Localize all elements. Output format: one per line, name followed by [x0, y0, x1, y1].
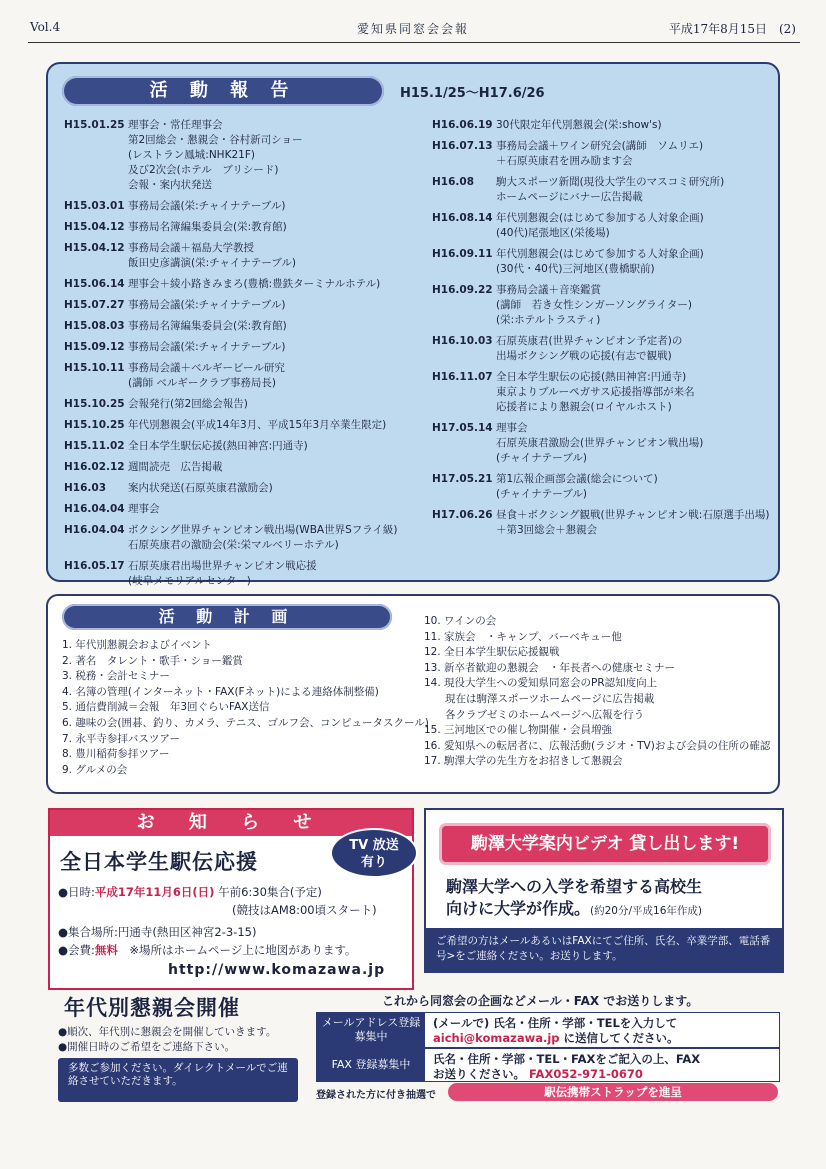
report-item-line: (岐阜メモリアルセンター) — [128, 575, 251, 587]
fax-line2: お送りください。 — [433, 1067, 525, 1081]
report-item-line: 30代限定年代別懇親会(栄:show's) — [496, 119, 662, 131]
video-description — [446, 876, 702, 922]
report-item-date: H16.07.13 — [432, 140, 493, 152]
notice-title: お 知 ら せ — [50, 810, 412, 836]
email-line2: に送信してください。 — [559, 1031, 679, 1045]
report-item-date: H16.08 — [432, 176, 474, 188]
issue-date: 平成17年8月15日 (2) — [668, 22, 796, 36]
registration-title: これから同窓会の企画などメール・FAX でお送りします。 — [382, 994, 699, 1008]
report-item-text — [128, 340, 285, 355]
report-item-line: 第2回総会・懇親会・谷村新司ショー — [128, 134, 303, 146]
report-item-date: H15.10.25 — [64, 398, 125, 410]
fax-registration-label: FAX 登録募集中 — [317, 1049, 425, 1081]
fee-note: ※場所はホームページ上に地図があります。 — [117, 943, 357, 957]
report-period: H15.1/25～H17.6/26 — [400, 86, 545, 101]
report-item-text — [128, 241, 296, 271]
report-item-date: H16.09.11 — [432, 248, 493, 260]
newsletter-title: 愛知県同窓会会報 — [356, 22, 469, 36]
report-item-text — [496, 247, 704, 277]
report-item-line: 石原英康君激励会(世界チャンピオン戦出場) — [496, 437, 704, 449]
report-item-text — [496, 175, 724, 205]
email-line1: (メールで) 氏名・住所・学部・TELを入力して — [433, 1016, 678, 1030]
report-item — [64, 118, 398, 193]
strap-gift-banner: 駅伝携帯ストラップを進呈 — [448, 1083, 778, 1101]
report-item — [432, 370, 769, 415]
tv-badge-line2: 有り — [360, 855, 387, 870]
report-item-line: 飯田史彦講演(栄:チャイナテーブル) — [128, 257, 296, 269]
report-item-date: H15.06.14 — [64, 278, 125, 290]
video-line1: 駒澤大学への入学を希望する高校生 — [446, 877, 703, 896]
report-item-text — [128, 439, 308, 454]
report-item — [432, 211, 769, 241]
report-item-text — [128, 502, 160, 517]
report-item-line: (栄:ホテルトラスティ) — [496, 314, 601, 326]
report-item — [432, 421, 769, 466]
report-item-line: 理事会 — [496, 422, 528, 434]
report-item — [64, 220, 398, 235]
report-item-date: H16.09.22 — [432, 284, 493, 296]
plan-item: 5. 通信費削減＝会報 年3回ぐらいFAX送信 — [62, 701, 270, 714]
report-item-text — [128, 523, 398, 553]
report-item-date: H16.04.04 — [64, 503, 125, 515]
report-item-text — [128, 220, 287, 235]
report-item — [432, 139, 769, 169]
report-item — [64, 277, 398, 292]
report-item-line: 事務局名簿編集委員会(栄:教育館) — [128, 320, 287, 332]
report-item-line: ボクシング世界チャンピオン戦出場(WBA世界Sフライ級) — [128, 524, 398, 536]
report-item-line: 事務局会議＋ベルギービール研究 — [128, 362, 285, 374]
report-item — [432, 118, 769, 133]
activity-plan-title: 活 動 計 画 — [62, 604, 392, 630]
report-item-line: (講師 若き女性シンガーソングライター) — [496, 299, 692, 311]
start-time: (競技はAM8:00頃スタート) — [232, 903, 377, 917]
lottery-note: 登録された方に付き抽選で — [316, 1090, 436, 1101]
age-group-party-box — [48, 992, 304, 1112]
plan-item: 3. 税務・会計セミナー — [62, 670, 170, 683]
report-item — [64, 241, 398, 271]
report-item-line: (チャイナテーブル) — [496, 452, 587, 464]
report-item-date: H16.06.19 — [432, 119, 493, 131]
plan-item: 9. グルメの会 — [62, 763, 128, 776]
report-item-text — [128, 481, 273, 496]
report-item-text — [128, 559, 317, 589]
fax-number: FAX052-971-0670 — [529, 1067, 643, 1081]
report-item-text — [128, 361, 285, 391]
report-item-line: 全日本学生駅伝応援(熱田神宮:円通寺) — [128, 440, 308, 452]
report-item-line: 駒大スポーツ新聞(現役大学生のマスコミ研究所) — [496, 176, 725, 188]
report-item-text — [128, 118, 302, 193]
report-item-date: H15.04.12 — [64, 242, 125, 254]
report-item-line: (講師 ベルギークラブ事務局長) — [128, 377, 277, 389]
plan-item: 6. 趣味の会(囲碁、釣り、カメラ、テニス、ゴルフ会、コンピュータスクール) — [62, 716, 429, 729]
email-address[interactable]: aichi@komazawa.jp — [433, 1031, 560, 1045]
fee-label: ●会費: — [58, 943, 95, 957]
report-item — [64, 559, 398, 589]
report-item — [64, 340, 398, 355]
report-list-left — [64, 118, 398, 595]
event-date — [58, 884, 322, 900]
report-item-date: H15.11.02 — [64, 440, 125, 452]
age-group-line1: ●順次、年代別に懇親会を開催していきます。 — [58, 1026, 277, 1038]
plan-item: 16. 愛知県への転居者に、広報活動(ラジオ・TV)および会員の住所の確認 — [424, 739, 771, 752]
report-item-line: 東京よりブルーペガサス応援指導部が来名 — [496, 386, 695, 398]
report-item — [64, 298, 398, 313]
fax-registration-text — [433, 1052, 700, 1082]
report-item — [432, 247, 769, 277]
report-item-line: 第1広報企画部会議(総会について) — [496, 473, 658, 485]
activity-report-section — [46, 62, 780, 587]
report-item-line: (レストラン鳳城:NHK21F) — [128, 149, 255, 161]
report-item-line: 案内状発送(石原英康君激励会) — [128, 482, 273, 494]
plan-item: 14. 現役大学生への愛知県同窓会のPR認知度向上 — [424, 677, 658, 690]
report-item-line: 会報・案内状発送 — [128, 179, 212, 191]
volume-number: Vol.4 — [30, 20, 61, 34]
report-item-line: ＋石原英康君を囲み励ます会 — [496, 155, 633, 167]
report-item — [432, 175, 769, 205]
report-item — [64, 523, 398, 553]
tv-badge-line1: TV 放送 — [349, 838, 399, 853]
video-title: 駒澤大学案内ビデオ 貸し出します! — [442, 826, 768, 862]
plan-item: 13. 新卒者歓迎の懇親会 ・年長者への健康セミナー — [424, 661, 676, 674]
report-item — [432, 472, 769, 502]
report-item-line: 石原英康君の激励会(栄:栄マルベリーホテル) — [128, 539, 339, 551]
report-item-line: 事務局会議(栄:チャイナテーブル) — [128, 341, 286, 353]
report-item — [64, 460, 398, 475]
report-item-line: 出場ボクシング戦の応援(有志で観戦) — [496, 350, 672, 362]
plan-item: 4. 名簿の管理(インターネット・FAX(Fネット)による連絡体制整備) — [62, 685, 379, 698]
report-item-line: 年代別懇親会(はじめて参加する人対象企画) — [496, 212, 704, 224]
fee-value: 無料 — [94, 943, 118, 957]
report-item-text — [128, 298, 285, 313]
report-item-date: H16.04.04 — [64, 524, 125, 536]
report-item-text — [128, 277, 380, 292]
header-rule — [28, 42, 800, 43]
video-line2: 向けに大学が作成。 — [446, 899, 591, 918]
meeting-place: ●集合場所:円通寺(熱田区神宮2-3-15) — [58, 925, 257, 939]
plan-item: 11. 家族会 ・キャンプ、バーベキュー他 — [424, 630, 622, 643]
video-note: (約20分/平成16年作成) — [590, 905, 702, 917]
report-item-line: 全日本学生駅伝の応援(熱田神宮:円通寺) — [496, 371, 687, 383]
report-item — [64, 361, 398, 391]
report-item-text — [496, 118, 662, 133]
report-item-line: 事務局会議(栄:チャイナテーブル) — [128, 299, 286, 311]
report-item — [64, 481, 398, 496]
report-item-text — [496, 370, 695, 415]
report-item-text — [496, 139, 703, 169]
age-group-line2: ●開催日時のご希望をご連絡下さい。 — [58, 1041, 236, 1053]
plan-item: 1. 年代別懇親会およびイベント — [62, 639, 212, 651]
plan-item: 10. ワインの会 — [424, 615, 497, 627]
fax-line1: 氏名・住所・学部・TEL・FAXをご記入の上、FAX — [433, 1052, 701, 1066]
report-item-date: H17.05.14 — [432, 422, 493, 434]
report-item-line: 理事会＋綾小路きみまろ(豊橋:豊鉄ターミナルホテル) — [128, 278, 381, 290]
report-item — [64, 439, 398, 454]
plan-item: 7. 永平寺参拝バスツアー — [62, 732, 181, 745]
date-rest: 午前6:30集合(予定) — [214, 885, 322, 899]
report-item-date: H15.09.12 — [64, 341, 125, 353]
report-item-date: H15.10.25 — [64, 419, 125, 431]
report-item-date: H15.08.03 — [64, 320, 125, 332]
report-item-date: H16.03 — [64, 482, 106, 494]
report-item-text — [496, 334, 682, 364]
report-item-date: H15.04.12 — [64, 221, 125, 233]
plan-list-left — [62, 638, 429, 778]
email-registration-text — [433, 1016, 679, 1046]
report-item-line: 石原英康君出場世界チャンピオン戦応援 — [128, 560, 317, 572]
plan-item: 現在は駒澤スポーツホームページに広告掲載 — [424, 692, 655, 705]
report-item-line: (40代)尾張地区(栄後場) — [496, 227, 610, 239]
report-item-text — [496, 508, 769, 538]
report-item — [432, 283, 769, 328]
email-registration-row — [316, 1012, 780, 1048]
report-list-right — [432, 118, 769, 544]
ekiden-event-title: 全日本学生駅伝応援 — [60, 850, 258, 874]
report-item-line: 週間読売 広告掲載 — [128, 461, 223, 473]
age-group-party-title: 年代別懇親会開催 — [64, 996, 240, 1020]
report-item-text — [128, 460, 223, 475]
report-item-text — [496, 421, 703, 466]
report-item-date: H17.06.26 — [432, 509, 493, 521]
plan-list-right — [424, 614, 770, 770]
report-item — [64, 319, 398, 334]
report-item — [432, 334, 769, 364]
report-item-text — [128, 199, 285, 214]
report-item-line: ホームページにバナー広告掲載 — [496, 191, 643, 203]
report-item-date: H15.07.27 — [64, 299, 125, 311]
page-header — [0, 18, 826, 38]
report-item-text — [128, 319, 287, 334]
report-item-date: H16.05.17 — [64, 560, 125, 572]
report-item-line: 昼食＋ボクシング観戦(世界チャンピオン戦:石原選手出場) — [496, 509, 770, 521]
report-item-date: H16.08.14 — [432, 212, 493, 224]
report-item-line: 理事会 — [128, 503, 160, 515]
plan-item: 8. 豊川稲荷参拝ツアー — [62, 748, 170, 761]
report-item-line: 年代別懇親会(はじめて参加する人対象企画) — [496, 248, 704, 260]
plan-item: 17. 駒澤大学の先生方をお招きして懇親会 — [424, 755, 623, 768]
report-item-text — [496, 211, 704, 241]
plan-item: 12. 全日本学生駅伝応援観戦 — [424, 646, 560, 659]
tv-broadcast-badge — [330, 828, 418, 878]
report-item — [64, 418, 398, 433]
report-item-line: 事務局名簿編集委員会(栄:教育館) — [128, 221, 287, 233]
report-item — [64, 199, 398, 214]
report-item-line: 及び2次会(ホテル ブリシード) — [128, 164, 279, 176]
report-item-line: (30代・40代)三河地区(豊橋駅前) — [496, 263, 655, 275]
video-lending-box — [424, 808, 784, 973]
report-item-line: 石原英康君(世界チャンピオン予定者)の — [496, 335, 683, 347]
video-request-info: ご希望の方はメールあるいはFAXにてご住所、氏名、卒業学部、電話番号>をご連絡ください。お送りします。 — [426, 928, 782, 971]
activity-report-title: 活 動 報 告 — [62, 76, 384, 106]
report-item — [432, 508, 769, 538]
report-item-date: H16.02.12 — [64, 461, 125, 473]
report-item — [64, 502, 398, 517]
report-item-date: H16.11.07 — [432, 371, 493, 383]
report-item-line: 事務局会議(栄:チャイナテーブル) — [128, 200, 286, 212]
date-value: 平成17年11月6日(日) — [94, 885, 215, 899]
report-item-date: H16.10.03 — [432, 335, 493, 347]
report-item-line: 事務局会議＋ワイン研究会(講師 ソムリエ) — [496, 140, 704, 152]
report-item-line: 年代別懇親会(平成14年3月、平成15年3月卒業生限定) — [128, 419, 387, 431]
report-item-text — [496, 472, 658, 502]
plan-item: 各クラブゼミのホームページへ広報を行う — [424, 708, 645, 721]
report-item-date: H15.10.11 — [64, 362, 125, 374]
date-label: ●日時: — [58, 885, 95, 899]
notice-box — [48, 808, 414, 990]
plan-item: 2. 著名 タレント・歌手・ショー鑑賞 — [62, 654, 243, 667]
report-item-line: (チャイナテーブル) — [496, 488, 587, 500]
activity-plan-section — [46, 594, 780, 794]
registration-box — [312, 992, 786, 1110]
report-item-text — [128, 418, 386, 433]
report-item-text — [128, 397, 248, 412]
report-item-line: 会報発行(第2回総会報告) — [128, 398, 248, 410]
website-link[interactable]: http://www.komazawa.jp — [168, 962, 386, 978]
report-item-date: H15.01.25 — [64, 119, 125, 131]
report-item-line: 事務局会議＋福島大学教授 — [128, 242, 254, 254]
email-registration-label: メールアドレス登録募集中 — [317, 1013, 425, 1047]
report-item-line: 応援者により懇親会(ロイヤルホスト) — [496, 401, 672, 413]
report-item-line: 事務局会議＋音楽鑑賞 — [496, 284, 601, 296]
fee-line — [58, 942, 356, 958]
report-item-text — [496, 283, 692, 328]
report-item-line: ＋第3回総会＋懇親会 — [496, 524, 598, 536]
report-item-line: 理事会・常任理事会 — [128, 119, 223, 131]
report-item-date: H17.05.21 — [432, 473, 493, 485]
fax-registration-row — [316, 1048, 780, 1082]
plan-item: 15. 三河地区での催し物開催・会員増強 — [424, 724, 613, 737]
report-item — [64, 397, 398, 412]
age-group-invite: 多数ご参加ください。ダイレクトメールでご連絡させていただきます。 — [58, 1058, 298, 1102]
report-item-date: H15.03.01 — [64, 200, 125, 212]
